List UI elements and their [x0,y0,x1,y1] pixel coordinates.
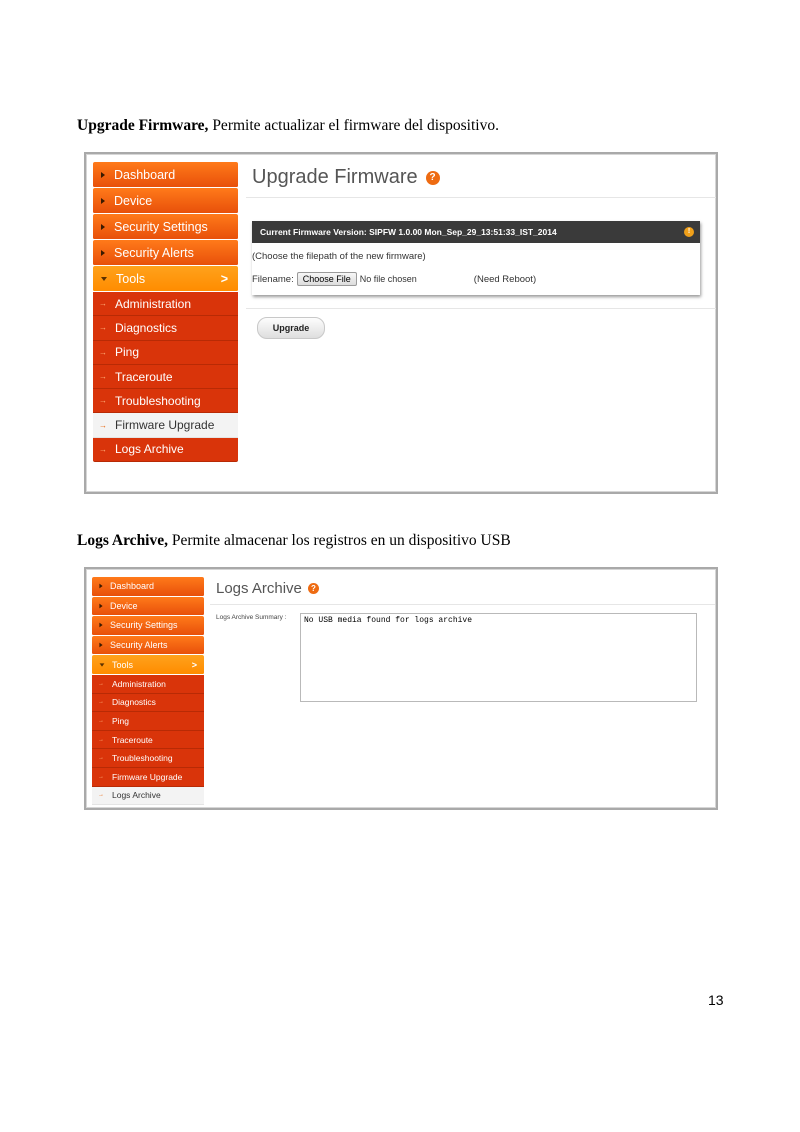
page-number: 13 [708,992,724,1008]
caption-logs-archive [77,532,511,550]
nav-label: Tools [112,659,134,670]
sidebar-nav [92,577,204,805]
nav-label: Dashboard [110,581,155,592]
nav-label: Firmware Upgrade [115,418,215,433]
firmware-panel [252,221,700,295]
caption-text: Permite actualizar el firmware del dispositivo. [208,117,499,134]
sidebar-item-troubleshooting[interactable] [93,389,238,413]
sidebar-item-firmware-upgrade[interactable] [92,768,204,787]
arrow-right-icon: → [99,323,107,333]
nav-label: Logs Archive [112,790,161,801]
nav-label: Ping [112,715,130,726]
nav-label: Traceroute [115,369,173,384]
arrow-right-icon: → [98,680,104,687]
logs-summary-label: Logs Archive Summary : [216,614,287,621]
nav-device[interactable] [92,597,204,617]
nav-tools[interactable] [93,266,238,292]
nav-label: Device [114,193,153,208]
arrow-right-icon: → [99,396,107,406]
chevron-right-icon: > [191,659,197,670]
sidebar-item-diagnostics[interactable] [92,694,204,713]
nav-security-settings[interactable] [92,616,204,636]
sidebar-item-diagnostics[interactable] [93,316,238,340]
firmware-hint: (Choose the filepath of the new firmware) [252,251,426,262]
nav-label: Administration [112,678,166,689]
sidebar-item-firmware-upgrade[interactable] [93,413,238,437]
help-icon[interactable]: ? [308,583,319,594]
nav-label: Logs Archive [115,442,184,457]
choose-file-button[interactable]: Choose File [297,272,357,286]
caret-right-icon [101,172,105,178]
arrow-right-icon: → [99,444,107,454]
nav-label: Traceroute [112,734,153,745]
logs-archive-screenshot [84,567,718,810]
arrow-right-icon: → [99,299,107,309]
caret-right-icon [101,198,105,204]
page-title [216,580,319,597]
info-icon[interactable]: ! [684,227,694,237]
nav-label: Security Alerts [110,640,168,651]
firmware-screenshot [84,152,718,494]
arrow-right-icon: → [98,717,104,724]
sidebar-item-administration[interactable] [93,292,238,316]
arrow-right-icon: → [98,755,104,762]
sidebar-item-ping[interactable] [92,712,204,731]
nav-label: Security Alerts [114,245,194,260]
filename-label: Filename: [252,273,294,285]
filename-row [252,272,536,286]
arrow-right-icon: → [99,372,107,382]
nav-label: Firmware Upgrade [112,771,183,782]
arrow-right-icon: → [98,773,104,780]
nav-label: Diagnostics [115,320,178,335]
caret-right-icon [99,643,102,648]
title-divider [210,604,715,605]
nav-label: Device [110,600,138,611]
caret-right-icon [99,623,102,628]
arrow-right-icon: → [99,347,107,357]
firmware-version-header [252,221,700,243]
help-icon[interactable]: ? [426,171,440,185]
nav-dashboard[interactable] [92,577,204,597]
page-title-text: Logs Archive [216,580,302,597]
firmware-version: Current Firmware Version: SIPFW 1.0.00 Mon_Sep_29_13:51:33_IST_2014 [260,227,557,237]
caret-right-icon [101,250,105,256]
sidebar-item-administration[interactable] [92,675,204,694]
caret-right-icon [99,584,102,589]
caption-upgrade-firmware [77,117,499,135]
caret-right-icon [101,224,105,230]
caret-right-icon [99,603,102,608]
logs-summary-textarea[interactable]: No USB media found for logs archive [300,613,697,702]
nav-label: Troubleshooting [112,753,173,764]
nav-dashboard[interactable] [93,162,238,188]
arrow-right-icon: → [99,420,107,430]
upgrade-button[interactable]: Upgrade [257,317,325,339]
sidebar-item-traceroute[interactable] [93,365,238,389]
caption-title: Logs Archive, [77,532,168,549]
sidebar-item-ping[interactable] [93,341,238,365]
page-title [252,166,440,189]
nav-security-settings[interactable] [93,214,238,240]
nav-label: Diagnostics [112,697,156,708]
nav-label: Security Settings [114,219,208,234]
sidebar-nav [93,162,238,462]
nav-label: Dashboard [114,167,176,182]
nav-label: Security Settings [110,620,178,631]
title-divider [246,197,716,198]
nav-security-alerts[interactable] [92,636,204,656]
panel-divider [246,308,716,309]
nav-security-alerts[interactable] [93,240,238,266]
nav-device[interactable] [93,188,238,214]
page-title-text: Upgrade Firmware [252,166,418,188]
no-file-text: No file chosen [359,274,417,284]
arrow-right-icon: → [98,736,104,743]
sidebar-item-troubleshooting[interactable] [92,749,204,768]
arrow-right-icon: → [98,699,104,706]
chevron-right-icon: > [220,271,228,286]
nav-tools[interactable] [92,655,204,675]
caption-title: Upgrade Firmware, [77,117,209,134]
caption-text: Permite almacenar los registros en un dispositivo USB [168,532,511,549]
caret-down-icon [101,277,107,281]
nav-label: Ping [115,345,140,360]
sidebar-item-logs-archive[interactable] [92,787,204,806]
arrow-right-icon: → [98,792,104,799]
nav-label: Administration [115,296,192,311]
nav-label: Troubleshooting [115,393,201,408]
nav-label: Tools [116,271,146,286]
caret-down-icon [100,663,105,666]
sidebar-item-traceroute[interactable] [92,731,204,750]
reboot-note: (Need Reboot) [473,273,537,285]
sidebar-item-logs-archive[interactable] [93,438,238,462]
